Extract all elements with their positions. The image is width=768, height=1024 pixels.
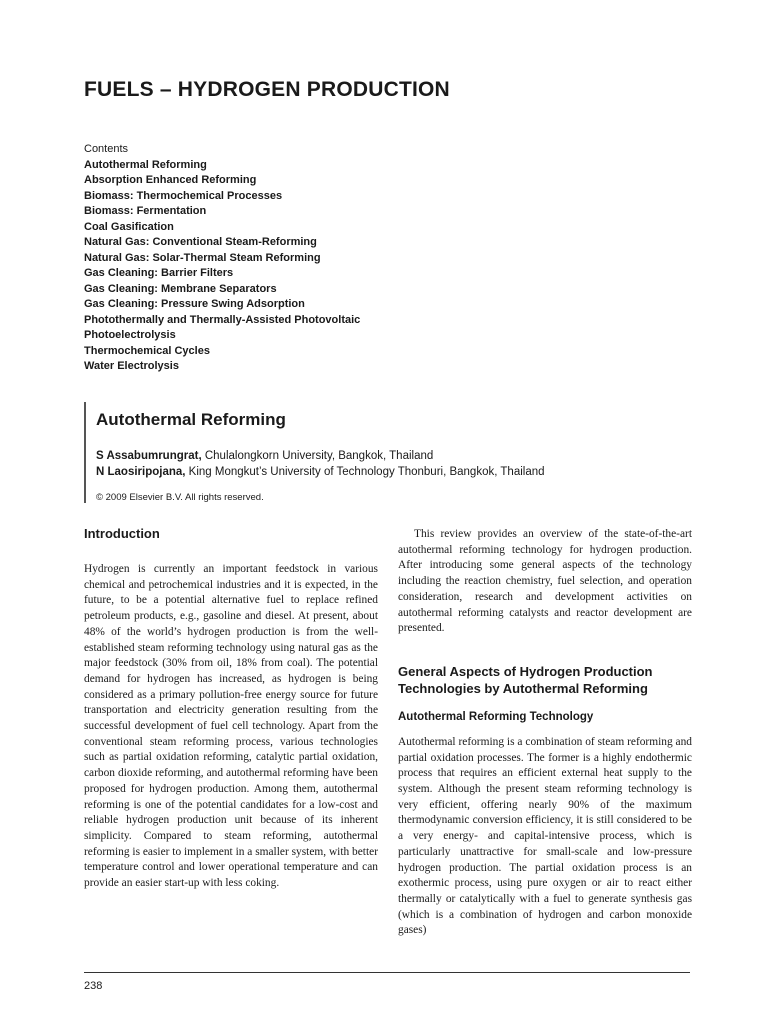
right-column <box>398 525 692 939</box>
author-name: S Assabumrungrat, <box>96 450 202 462</box>
contents-item[interactable]: Biomass: Thermochemical Processes <box>84 189 283 202</box>
contents-item[interactable]: Gas Cleaning: Barrier Filters <box>84 267 234 279</box>
contents-item[interactable]: Water Electrolysis <box>84 360 179 372</box>
contents-item[interactable]: Autothermal Reforming <box>84 158 207 171</box>
page-number: 238 <box>84 980 103 992</box>
subsection-heading: Autothermal Reforming Technology <box>398 710 594 723</box>
contents-item[interactable]: Thermochemical Cycles <box>84 344 210 357</box>
technology-paragraph: Autothermal reforming is a combination of steam reforming and partial oxidation processes. The former is a highly endothermic process that requires an efficient external heat supply to the system. Although the present steam reforming technology is very efficient, offering nearly 90% of the maximum thermodynamic conversion efficiency, it is still considered to be a very energy- and capital-intensive process, which is particularly unattractive for small-scale and low-pressure hydrogen production. The partial oxidation process is an exothermic process, using pure oxygen or air to react either thermally or catalytically with a fuel to generate synthesis gas (which is a combination of hydrogen and carbon monoxide gases) <box>398 735 692 937</box>
contents-item[interactable]: Natural Gas: Solar-Thermal Steam Reforming <box>84 251 321 264</box>
footer-divider <box>84 972 690 973</box>
author-line <box>96 464 696 480</box>
author-affiliation: Chulalongkorn University, Bangkok, Thailand <box>201 450 434 462</box>
author-affiliation: King Mongkut’s University of Technology Thonburi, Bangkok, Thailand <box>185 466 545 478</box>
contents-item[interactable]: Photothermally and Thermally-Assisted Photovoltaic <box>84 313 361 326</box>
left-column <box>84 525 378 892</box>
contents-list <box>84 142 504 375</box>
contents-item[interactable]: Gas Cleaning: Pressure Swing Adsorption <box>84 298 305 310</box>
contents-label: Contents <box>84 143 129 155</box>
section-heading: General Aspects of Hydrogen Production Technologies by Autothermal Reforming <box>398 663 653 696</box>
contents-item[interactable]: Photoelectrolysis <box>84 329 176 341</box>
contents-item[interactable]: Gas Cleaning: Membrane Separators <box>84 282 277 295</box>
article-title: Autothermal Reforming <box>96 410 286 429</box>
contents-items <box>84 158 504 375</box>
introduction-heading: Introduction <box>84 526 160 541</box>
author-line <box>96 448 696 464</box>
overview-paragraph: This review provides an overview of the state-of-the-art autothermal reforming technology for hydrogen production. After introducing some general aspects of the technology including the reaction chemistry, fuel selection, and operation consideration, research and development activities on autothermal reforming catalysts and reactor development are presented. <box>398 528 692 635</box>
copyright-notice: © 2009 Elsevier B.V. All rights reserved. <box>96 492 264 503</box>
contents-item[interactable]: Biomass: Fermentation <box>84 205 207 217</box>
page-title: FUELS – HYDROGEN PRODUCTION <box>84 78 450 101</box>
article-header <box>84 402 696 503</box>
contents-item[interactable]: Absorption Enhanced Reforming <box>84 174 257 186</box>
contents-item[interactable]: Coal Gasification <box>84 220 174 233</box>
introduction-paragraph: Hydrogen is currently an important feedstock in various chemical and petrochemical industries and it is expected, in the future, to be a potential alternative fuel to replace refined petroleum products, e.g., gasoline and diesel. At present, about 48% of the world’s hydrogen production is from the well-established steam reforming technology using natural gas as the major feedstock (30% from oil, 18% from coal). The potential demand for hydrogen has increased, as hydrogen is being considered as a primary pollution-free energy source for future transportation and electricity generation resulting from the successful development of fuel cell technology. Apart from the conventional steam reforming process, various technologies such as partial oxidation reforming, catalytic partial oxidation, carbon dioxide reforming, and autothermal reforming have been proposed for hydrogen production. Among them, autothermal reforming is one of the potential candidates for a low-cost and reliable hydrogen production unit because of its inherent simplicity. Compared to steam reforming, autothermal reforming is easier to implement in a smaller system, with better temperature control and lower operational temperature and can provide an easier start-up with less coking. <box>84 563 378 890</box>
author-name: N Laosiripojana, <box>96 466 186 478</box>
contents-item[interactable]: Natural Gas: Conventional Steam-Reforming <box>84 236 317 248</box>
